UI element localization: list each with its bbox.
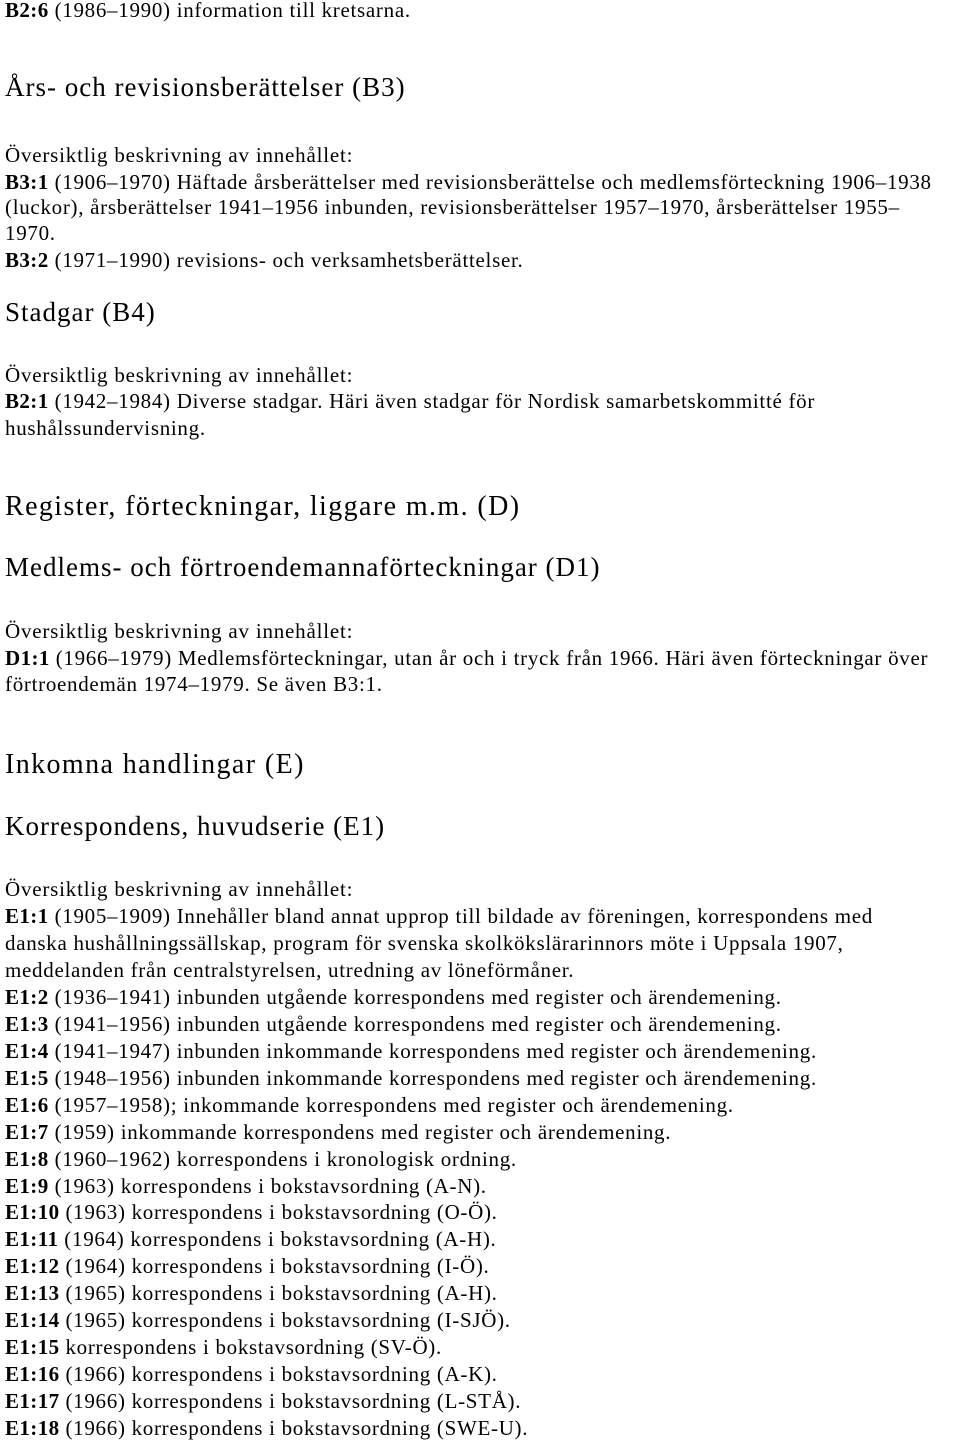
entry-line	[5, 986, 782, 1008]
entry-code: E1:7	[5, 1120, 49, 1144]
entry-code: E1:16	[5, 1362, 60, 1386]
section-heading: Års- och revisionsberättelser (B3)	[5, 72, 406, 102]
entry-line: förtroendemän 1974–1979. Se även B3:1.	[5, 672, 383, 696]
entry-text: (1964) korrespondens i bokstavsordning (A-H).	[64, 1227, 497, 1251]
entry-text: (1965) korrespondens i bokstavsordning (I-SJÖ).	[65, 1308, 511, 1332]
entry-text: (1966) korrespondens i bokstavsordning (SWE-U).	[65, 1416, 529, 1440]
group-heading: Inkomna handlingar (E)	[5, 749, 305, 780]
entry-code: E1:10	[5, 1200, 60, 1224]
entry-text: (1966–1979) Medlemsförteckningar, utan år och i tryck från 1966. Häri även förteckningar över	[55, 646, 929, 670]
entry-text: (1963) korrespondens i bokstavsordning (O-Ö).	[65, 1200, 498, 1224]
entry-code: D1:1	[5, 646, 50, 670]
group-heading: Register, förteckningar, liggare m.m. (D)	[5, 491, 521, 522]
entry-text: (1948–1956) inbunden inkommande korrespondens med register och ärendemening.	[54, 1066, 817, 1090]
entry-text: (1971–1990) revisions- och verksamhetsberättelser.	[54, 248, 524, 272]
entry-code: E1:3	[5, 1012, 49, 1036]
entry-text: (1966) korrespondens i bokstavsordning (L-STÅ).	[65, 1389, 522, 1413]
entry-code: E1:18	[5, 1416, 60, 1440]
overview-label: Översiktlig beskrivning av innehållet:	[5, 143, 354, 167]
entry-line	[5, 905, 873, 927]
entry-code: E1:14	[5, 1308, 60, 1332]
entry-code: B2:1	[5, 389, 49, 413]
entry-text: (1960–1962) korrespondens i kronologisk ordning.	[54, 1147, 517, 1171]
overview-label: Översiktlig beskrivning av innehållet:	[5, 877, 354, 901]
entry-text: (1986–1990) information till kretsarna.	[54, 0, 411, 22]
entry-line	[5, 1040, 817, 1062]
entry-line	[5, 1175, 487, 1197]
entry-code: E1:6	[5, 1093, 49, 1117]
entry-line	[5, 1121, 671, 1143]
entry-line: meddelanden från centralstyrelsen, utredning av löneförmåner.	[5, 958, 575, 982]
entry-text: (1965) korrespondens i bokstavsordning (A-H).	[65, 1281, 498, 1305]
entry-line	[5, 1067, 817, 1089]
entry-line	[5, 1309, 511, 1331]
entry-line	[5, 390, 815, 412]
entry-code: E1:17	[5, 1389, 60, 1413]
entry-text: korrespondens i bokstavsordning (SV-Ö).	[65, 1335, 442, 1359]
entry-code: E1:2	[5, 985, 49, 1009]
overview-label: Översiktlig beskrivning av innehållet:	[5, 619, 354, 643]
entry-line	[5, 171, 932, 193]
subsection-heading: Medlems- och förtroendemannaförteckningar (D1)	[5, 552, 601, 582]
entry-code: E1:5	[5, 1066, 49, 1090]
overview-label: Översiktlig beskrivning av innehållet:	[5, 363, 354, 387]
entry-line	[5, 1228, 496, 1250]
entry-line	[5, 1336, 442, 1358]
entry-text: (1906–1970) Häftade årsberättelser med revisionsberättelse och medlemsförteckning 1906–1938	[54, 170, 932, 194]
entry-line	[5, 1201, 498, 1223]
entry-line: danska hushållningssällskap, program för svenska skolkökslärarinnors möte i Uppsala 1907,	[5, 931, 844, 955]
entry-code: E1:11	[5, 1227, 59, 1251]
entry-line	[5, 1282, 498, 1304]
entry-line: (luckor), årsberättelser 1941–1956 inbunden, revisionsberättelser 1957–1970, årsberättelser 1955–	[5, 195, 900, 219]
entry-line: 1970.	[5, 221, 56, 245]
entry-text: (1941–1947) inbunden inkommande korrespondens med register och ärendemening.	[54, 1039, 817, 1063]
entry-line	[5, 249, 523, 271]
entry-text: (1959) inkommande korrespondens med register och ärendemening.	[54, 1120, 672, 1144]
entry-line	[5, 1255, 489, 1277]
entry-code: B2:6	[5, 0, 49, 22]
entry-text: (1963) korrespondens i bokstavsordning (A-N).	[54, 1174, 487, 1198]
entry-line	[5, 647, 928, 669]
entry-text: (1957–1958); inkommande korrespondens med register och ärendemening.	[54, 1093, 734, 1117]
entry-line	[5, 1363, 498, 1385]
entry-line	[5, 1094, 734, 1116]
entry-code: B3:1	[5, 170, 49, 194]
entry-code: E1:15	[5, 1335, 60, 1359]
entry-line	[5, 1417, 528, 1439]
entry-line	[5, 1013, 782, 1035]
section-heading: Stadgar (B4)	[5, 297, 156, 327]
entry-code: E1:8	[5, 1147, 49, 1171]
subsection-heading: Korrespondens, huvudserie (E1)	[5, 811, 386, 841]
entry-text: (1941–1956) inbunden utgående korrespondens med register och ärendemening.	[54, 1012, 782, 1036]
entry-code: B3:2	[5, 248, 49, 272]
entry-text: (1942–1984) Diverse stadgar. Häri även stadgar för Nordisk samarbetskommitté för	[54, 389, 816, 413]
entry-text: (1964) korrespondens i bokstavsordning (I-Ö).	[65, 1254, 490, 1278]
entry-line	[5, 0, 411, 21]
entry-text: (1966) korrespondens i bokstavsordning (A-K).	[65, 1362, 498, 1386]
entry-text: (1936–1941) inbunden utgående korrespondens med register och ärendemening.	[54, 985, 782, 1009]
entry-code: E1:9	[5, 1174, 49, 1198]
entry-code: E1:13	[5, 1281, 60, 1305]
entry-line	[5, 1390, 521, 1412]
entry-code: E1:4	[5, 1039, 49, 1063]
entry-code: E1:12	[5, 1254, 60, 1278]
entry-code: E1:1	[5, 904, 49, 928]
entry-line	[5, 1148, 517, 1170]
entry-line: hushålssundervisning.	[5, 416, 206, 440]
entry-text: (1905–1909) Innehåller bland annat upprop till bildade av föreningen, korrespondens med	[54, 904, 874, 928]
